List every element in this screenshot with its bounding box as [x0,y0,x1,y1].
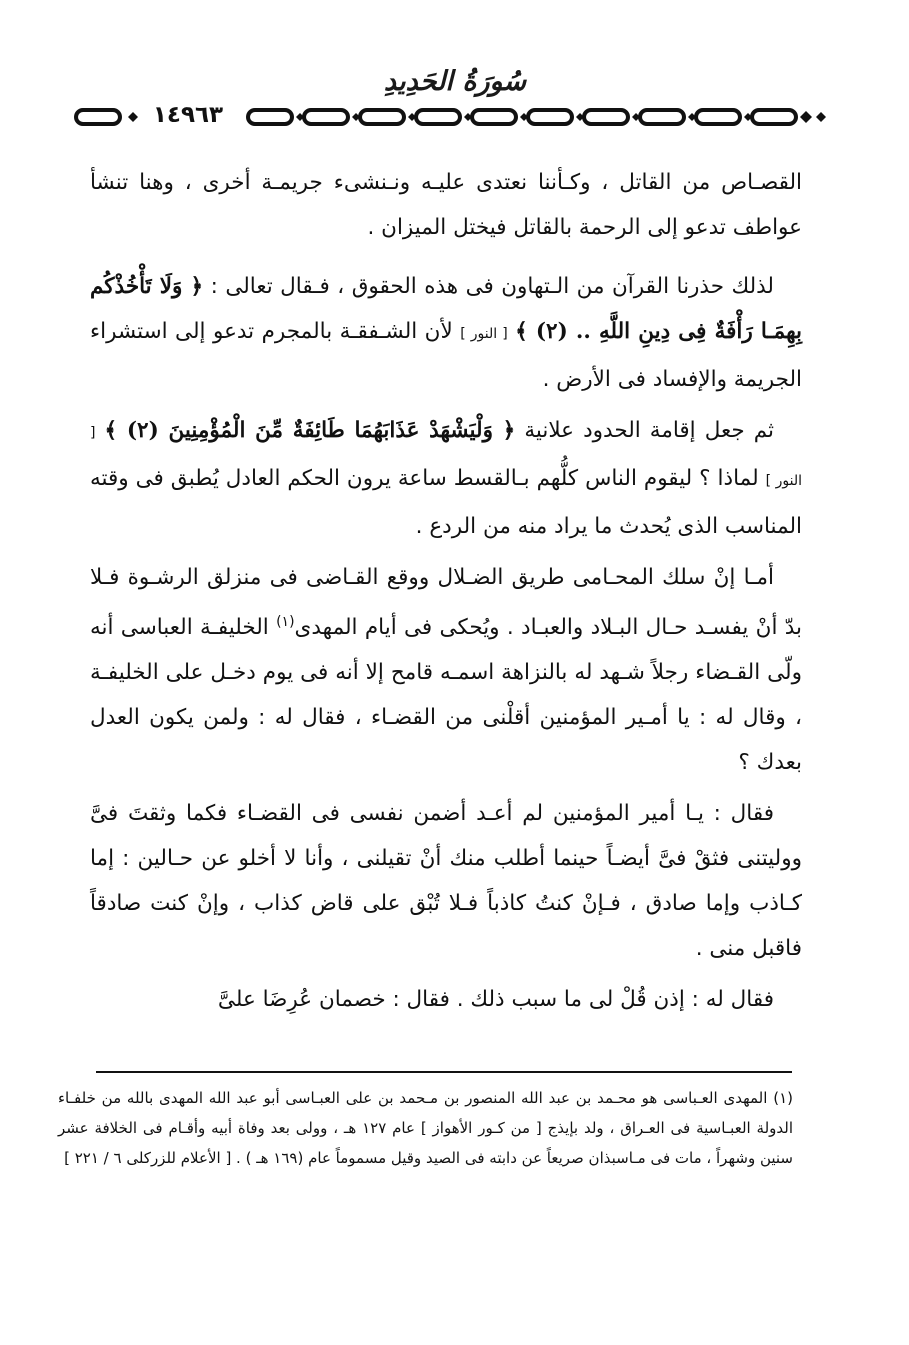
surah-title: سُورَةُ الحَدِيدِ [383,66,527,97]
footnote-marker: (١) [276,614,295,630]
main-text [90,160,802,1028]
paragraph: فقال : يـا أمير المؤمنين لم أعـد أضمن نفسى فى القضـاء فكما وثقتَ فىَّ ووليتنى فثقْ فىَّ أيضـاً حينما أطلب منك أنْ تقيلنى ، وأنا لا أخلو عن حـالين : إما كـاذب وإما صادق ، فـإنْ كنتُ كاذباً فـلا تُبْق على قاض كذاب ، وإنْ كنت صادقاً فاقبل منى . [90,801,802,962]
page-number: ١٤٩٦٣ [138,100,238,130]
paragraph: فقال له : إذن قُلْ لى ما سبب ذلك . فقال : خصمان عُرِضَا علىَّ [217,987,774,1013]
paragraph-text: ثم جعل إقامة الحدود علانية [524,418,774,443]
surah-reference: [ النور ] [460,326,508,342]
paragraph-text: لذلك حذرنا القرآن من الـتهاون فى هذه الحقوق ، فـقال تعالى : [210,274,774,299]
paragraph-text: أمـا إنْ سلك المحـامى طريق الضـلال ووقع القـاضى فى منزلق الرشـوة فـلا بدّ أنْ يفسـد حـال البـلاد والعبـاد . ويُحكى فى أيام المهدى [90,565,803,641]
paragraph [90,555,802,785]
footnote-separator [96,1071,792,1073]
quran-verse: ﴿ وَلْيَشْهَدْ عَذَابَهُمَا طَائِفَةٌ مِّنَ الْمُؤْمِنِينَ (٢) ﴾ [104,418,516,443]
paragraph-text: الخليفـة العباسى أنه ولّى القـضاء رجلاً شـهد له بالنزاهة اسمـه قامح إلا أنه فى يوم دخـل على الخليفـة ، وقال له : يا أمـير المؤمنين أقلْنى من القضـاء ، فقال له : ولمن يكون العدل بعدك ؟ [90,615,802,776]
footnote: (١) المهدى العـباسى هو محـمد بن عبد الله المنصور بن مـحمد بن على العبـاسى أبو عبد الله المهدى بالله من خلفـاء الدولة العبـاسية فى العـراق ، ولد بإيذج [ من كـور الأهواز ] عام ١٢٧ هـ ، وولى بعد وفاة أبيه وأقـام فى الخلافة عشر سنين وشهراً ، مات فى مـاسبذان صريعاً عن دابته فى الصيد وقيل مسموماً عام (١٦٩ هـ ) . [ الأعلام للزركلى ٦ / ٢٢١ ] [58,1089,794,1167]
paragraph [90,264,802,402]
paragraph [90,408,802,549]
paragraph-text: لأن الشـفقـة بالمجرم تدعو إلى استشراء الجريمة والإفساد فى الأرض . [90,319,802,392]
surah-reference: [ النور ] [90,425,803,489]
quran-verse: ﴿ وَلَا تَأْخُذْكُم بِهِمَـا رَأْفَةٌ فِى دِينِ اللَّهِ .. (٢) ﴾ [90,274,803,344]
paragraph: القصـاص من القاتل ، وكـأننا نعتدى عليـه ونـنشىء جريمـة أخرى ، وهنا تنشأ عواطف تدعو إلى الرحمة بالقاتل فيختل الميزان . [90,170,802,240]
paragraph-text: لماذا ؟ ليقوم الناس كلُّهم بـالقسط ساعة يرون الحكم العادل يُطبق فى وقته المناسب الذى يُحدث ما يراد منه من الردع . [90,466,802,539]
